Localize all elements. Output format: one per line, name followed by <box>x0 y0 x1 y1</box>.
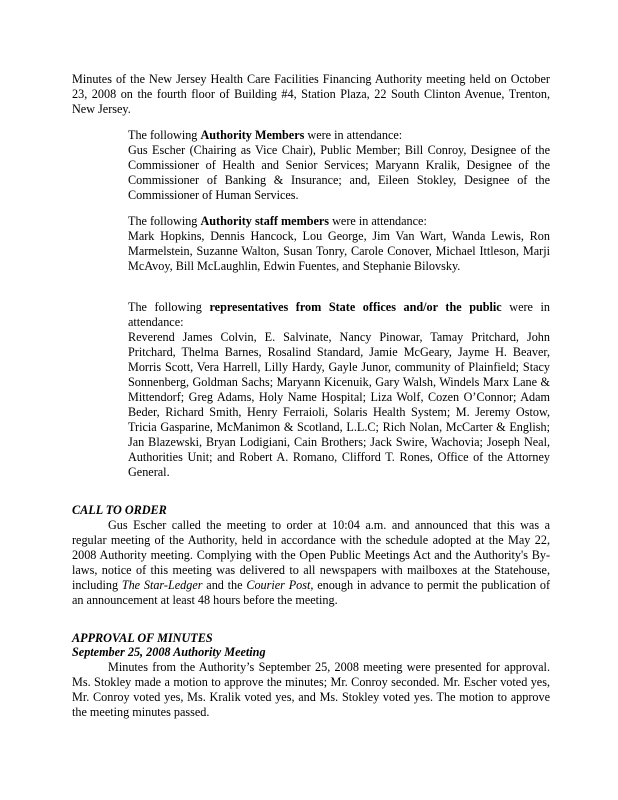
staff-lead-bold: Authority staff members <box>200 214 330 228</box>
approval-subtitle: September 25, 2008 Authority Meeting <box>72 645 266 659</box>
staff-block <box>128 214 550 274</box>
members-block <box>128 128 550 203</box>
members-names: Gus Escher (Chairing as Vice Chair), Public Member; Bill Conroy, Designee of the Commissioner of Health and Senior Services; Maryann Kralik, Designee of the Commissioner of Banking & Insurance; and, Eileen Stokley, Designee of the Commissioner of Human Services. <box>128 143 550 202</box>
newspaper-courier-post: Courier Post, <box>246 578 314 592</box>
call-to-order-text: Gus Escher called the meeting to order at 10:04 a.m. and announced that this was a regular meeting of the Authority, held in accordance with the schedule adopted at the May 22, 2008 Authority meeting. Complying with the Open Public Meetings Act and the Authority's By-laws, notice of this meeting was delivered to all newspapers with mailboxes at the Statehouse, including The Star-Ledger and the Courier Post, enough in advance to permit the publication of an announcement at least 48 hours before the meeting. <box>72 518 550 607</box>
approval-text: Minutes from the Authority’s September 25, 2008 meeting were presented for approval. Ms. Stokley made a motion to approve the minutes; Mr. Conroy seconded. Mr. Escher voted yes, Mr. Conroy voted yes, Ms. Kralik voted yes, and Ms. Stokley voted yes. The motion to approve the meeting minutes passed. <box>72 660 550 719</box>
public-block <box>128 300 550 480</box>
intro-paragraph: Minutes of the New Jersey Health Care Facilities Financing Authority meeting held on October 23, 2008 on the fourth floor of Building #4, Station Plaza, 22 South Clinton Avenue, Trenton, New Jersey. <box>72 72 550 116</box>
newspaper-star-ledger: The Star-Ledger <box>121 578 203 592</box>
public-lead: The following representatives from State offices and/or the public were in attendance: <box>128 300 550 329</box>
public-names: Reverend James Colvin, E. Salvinate, Nancy Pinowar, Tamay Pritchard, John Pritchard, Thelma Barnes, Rosalind Standard, Jamie McGeary, Jayme H. Beaver, Morris Scott, Vera Harrell, Lilly Hardy, Gayle Junor, community of Plainfield; Stacy Sonnenberg, Goldman Sachs; Maryann Kicenuik, Gary Walsh, Windels Marx Lane & Mittendorf; Greg Adams, Holy Name Hospital; Liza Wolf, Cozen O’Connor; Adam Beder, Richard Smith, Henry Ferraioli, Solaris Health System; M. Jeremy Ostow, Tricia Gasparine, McManimon & Scotland, L.L.C; Rich Nolan, McCarter & English; Jan Blazewski, Bryan Lodigiani, Cain Brothers; Jack Swire, Wachovia; Joseph Neal, Authorities Unit; and Robert A. Romano, Clifford T. Rones, Office of the Attorney General. <box>128 330 550 479</box>
members-lead: The following Authority Members were in attendance: <box>128 128 403 142</box>
public-lead-bold: representatives from State offices and/or the public <box>209 300 502 314</box>
members-lead-bold: Authority Members <box>200 128 305 142</box>
staff-names: Mark Hopkins, Dennis Hancock, Lou George, Jim Van Wart, Wanda Lewis, Ron Marmelstein, Suzanne Walton, Susan Tonry, Carole Conover, Michael Ittleson, Marji McAvoy, Bill McLaughlin, Edwin Fuentes, and Stephanie Bilovsky. <box>128 229 550 273</box>
staff-lead: The following Authority staff members were in attendance: <box>128 214 427 228</box>
approval-title: APPROVAL OF MINUTES <box>72 631 213 645</box>
call-to-order-title: CALL TO ORDER <box>72 503 167 517</box>
